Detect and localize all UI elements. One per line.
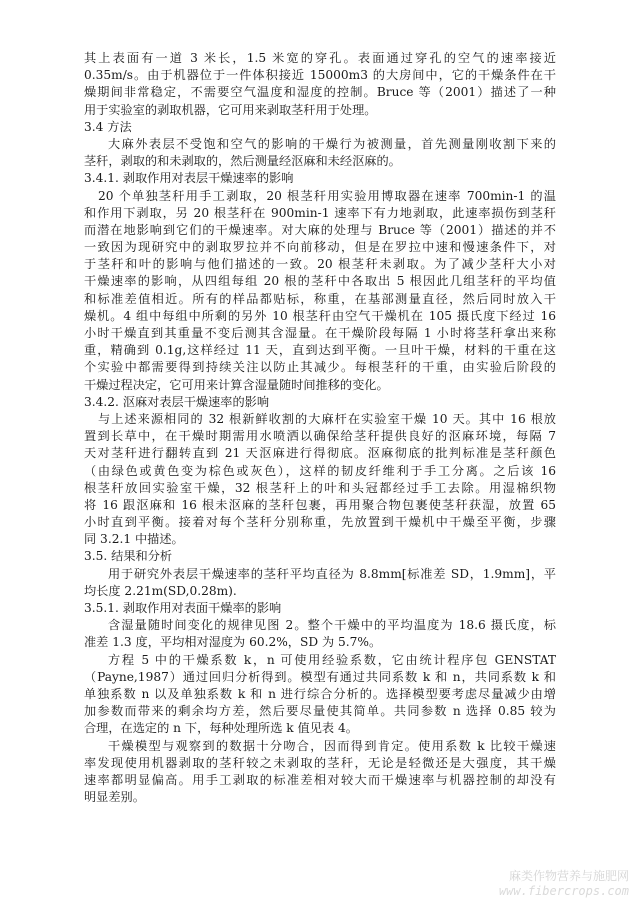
paragraph-line: 天对茎秆进行翻转直到 21 天沤麻进行得彻底。沤麻彻底的批判标准是茎秆颜色 [84,446,556,461]
paragraph-line: 置到长草中，在干燥时期需用水喷洒以确保给茎秆提供良好的沤麻环境，每隔 7 [84,429,556,444]
paragraph-line: 燥期间非常稳定，不需要空气温度和湿度的控制。Bruce 等（2001）描述了一种 [84,85,556,100]
paragraph-line: 20 个单独茎秆用手工剥取，20 根茎秆用实验用博取器在速率 700min-1 的温 [98,188,556,203]
paragraph-line: 和标准差值相近。所有的样品都贴标，称重，在基部测量直径，然后同时放入干 [84,291,556,306]
paragraph-line: 而潜在地影响到它们的干燥速率。对大麻的处理与 Bruce 等（2001）描述的并不 [84,222,556,237]
site-watermark [499,869,629,899]
paragraph-line: 与上述来源相同的 32 根新鲜收割的大麻杆在实验室干燥 10 天。其中 16 根放 [98,411,556,426]
paragraph-line: 将 16 跟沤麻和 16 根未沤麻的茎秆包裹，再用聚合物包裹使茎秆获湿，放置 65 [84,497,556,512]
paragraph-line: 一致因为现研究中的剥取罗拉并不向前移动，但是在罗拉中速和慢速条件下，对 [84,240,556,255]
paragraph-line: 重，精确到 0.1g,这样经过 11 天，直到达到平衡。一旦叶干燥，材料的干重在这 [84,343,556,358]
paragraph-line: 单独系数 n 以及单独系数 k 和 n 进行综合分析的。选择模型要考虑尽量减少由增 [84,686,556,701]
paragraph-line: 用于研究外表层干燥速率的茎秆平均直径为 8.8mm[标准差 SD，1.9mm]，平 [108,566,556,581]
paragraph-line: 干燥速率的影响，从四组每组 20 根的茎秆中各取出 5 根因此几组茎秆的平均值 [84,274,556,289]
document-page [84,50,556,806]
paragraph-line: 同 3.2.1 中描述。 [84,532,184,547]
paragraph-line: 于茎秆和叶的影响与他们描述的一致。20 根茎秆未剥取。为了减少茎秆大小对 [84,257,556,272]
watermark-url: www.fibercrops.com [498,884,629,898]
paragraph-line: 含湿量随时间变化的规律见图 2。整个干燥中的平均温度为 18.6 摄氏度，标 [108,618,556,633]
section-heading: 3.4.2. 沤麻对表层干燥速率的影响 [84,394,270,409]
paragraph-line: 方程 5 中的干燥系数 k，n 可使用经验系数，它由统计程序包 GENSTAT [108,652,556,667]
paragraph-line: 小时直到平衡。接着对每个茎秆分别称重，先放置到干燥机中干燥至平衡，步骤 [84,515,556,530]
paragraph-line: 0.35m/s。由于机器位于一件体积接近 15000m3 的大房间中，它的干燥条件在干 [84,68,556,83]
section-heading: 3.4 方法 [84,119,132,134]
paragraph-line: 茎秆，剥取的和未剥取的，然后测量经沤麻和未经沤麻的。 [84,154,401,169]
paragraph-line: 合理，在选定的 n 下，每种处理所选 k 值见表 4。 [84,721,358,736]
paragraph-line: 明显差别。 [84,790,145,805]
paragraph-line: 和作用下剥取，另 20 根茎秆在 900min-1 速率下有力地剥取，此速率损伤到茎秆 [84,205,556,220]
paragraph-line: 率发现使用机器剥取的茎秆较之未剥取的茎秆，无论是轻微还是大强度，其干燥 [84,755,556,770]
paragraph-line: 速率都明显偏高。用手工剥取的标准差相对较大而干燥速率与机器控制的却没有 [84,772,556,787]
paragraph-line: 加参数而带来的剩余均方差，然后要尽量使其简单。共同参数 n 选择 0.85 较为 [84,704,556,719]
paragraph-line: 根茎秆放回实验室干燥，32 根茎秆上的叶和头冠都经过手工去除。用湿棉织物 [84,480,556,495]
paragraph-line: 个实验中都需要得到持续关注以防止其减少。每根茎秆的干重，由实验后阶段的 [84,360,556,375]
paragraph-line: 燥机。4 组中每组中所剩的另外 10 根茎秆由空气干燥机在 105 摄氏度下经过 16 [84,308,556,323]
paragraph-line: 干燥过程决定，它可用来计算含湿量随时间推移的变化。 [84,377,389,392]
paragraph-line: 小时干燥直到其重量不变后测其含湿量。在干燥阶段每隔 1 小时将茎秆拿出来称 [84,326,556,340]
paragraph-line: （Payne,1987）通过回归分析得到。模型有通过共同系数 k 和 n，共同系数 k 和 [84,669,556,684]
paragraph-line: 干燥模型与观察到的数据十分吻合，因而得到肯定。使用系数 k 比较干燥速 [108,738,556,753]
paragraph-line: 均长度 2.21m(SD,0.28m). [84,583,237,598]
watermark-site-name: 麻类作物营养与施肥网 [508,869,629,883]
section-heading: 3.5. 结果和分析 [84,549,173,564]
paragraph-line: 其上表面有一道 3 米长，1.5 米宽的穿孔。表面通过穿孔的空气的速率接近 [84,51,556,65]
paragraph-line: 准差 1.3 度，平均相对湿度为 60.2%，SD 为 5.7%。 [84,635,382,650]
paragraph-line: （由绿色或黄色变为棕色或灰色），这样的韧皮纤维利于手工分离。之后该 16 [84,463,556,478]
paragraph-line: 用于实验室的剥取机器，它可用来剥取茎秆用于处理。 [84,102,377,117]
paragraph-line: 大麻外表层不受饱和空气的影响的干燥行为被测量，首先测量刚收割下来的 [108,136,556,151]
section-heading: 3.4.1. 剥取作用对表层干燥速率的影响 [84,171,294,186]
section-heading: 3.5.1. 剥取作用对表面干燥率的影响 [84,601,282,615]
